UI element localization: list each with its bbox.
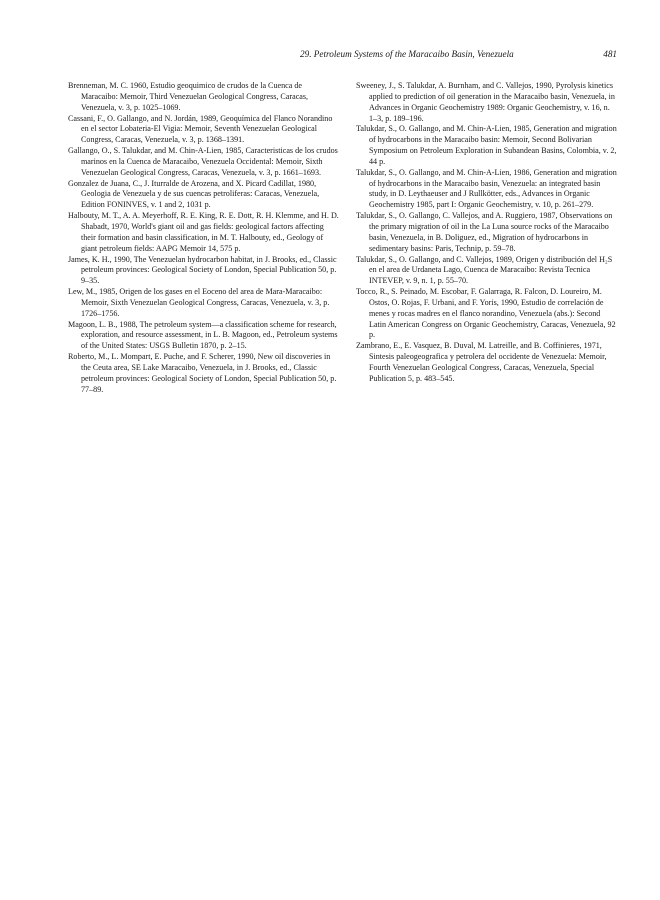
reference-entry: Talukdar, S., O. Gallango, and M. Chin-A-Lien, 1986, Generation and migration of hydrocarbons in the Maracaibo basin, Venezuela: an integrated basin study, in D. Leythaeuser and J Rullkötter, eds., Advances in Organic Geochemistry 1985, part I: Organic Geochemistry, v. 10, p. 261–279. xyxy=(356,167,617,210)
reference-entry: Magoon, L. B., 1988, The petroleum system—a classification scheme for research, exploration, and resource assessment, in L. B. Magoon, ed., Petroleum systems of the United States: USGS Bulletin 1870, p. 2–15. xyxy=(68,319,338,351)
reference-entry: Talukdar, S., O. Gallango, C. Vallejos, and A. Ruggiero, 1987, Observations on the primary migration of oil in the La Luna source rocks of the Maracaibo basin, Venezuela, in B. Doliguez, ed., Migration of hydrocarbons in sedimentary basins: Paris, Technip, p. 59–78. xyxy=(356,211,613,253)
reference-entry: Brenneman, M. C. 1960, Estudio geoquimico de crudos de la Cuenca de Maracaibo: Memoir, Third Venezuelan Geological Congress, Caracas, Venezuela, v. 3, p. 1025–1069. xyxy=(68,81,309,112)
reference-entry: Gonzalez de Juana, C., J. Iturralde de Arozena, and X. Picard Cadillat, 1980, Geologia de Venezuela y de sus cuencas petroliferas: Caracas, Venezuela, Edition FONINVES, v. 1 and 2, 1031 p. xyxy=(68,178,320,210)
running-header xyxy=(300,47,617,61)
reference-entry: Gallango, O., S. Talukdar, and M. Chin-A-Lien, 1985, Caracteristicas de los crudos marinos en la Cuenca de Maracaibo, Venezuela Occidental: Memoir, Sixth Venezuelan Geological Congress, Caracas, Venezuela, v. 3, p. 1661–1693. xyxy=(68,146,338,177)
reference-entry: Roberto, M., L. Mompart, E. Puche, and F. Scherer, 1990, New oil discoveries in the Ceuta area, SE Lake Maracaibo, Venezuela, in J. Brooks, ed., Classic petroleum provinces: Geological Society of London, Special Publication 50, p. 77–89. xyxy=(68,352,337,394)
reference-entry: Cassani, F., O. Gallango, and N. Jordán, 1989, Geoquímica del Flanco Norandino en el sector Lobateria-El Vigia: Memoir, Seventh Venezuelan Geological Congress, Caracas, Venezuela, v. 3, p. 1368–1391. xyxy=(68,113,333,145)
reference-entry: Sweeney, J., S. Talukdar, A. Burnham, and C. Vallejos, 1990, Pyrolysis kinetics applied to prediction of oil generation in the Maracaibo basin, Venezuela, in Advances in Organic Geochemistry 1989: Organic Geochemistry, v. 16, n. 1–3, p. 189–196. xyxy=(356,81,615,123)
reference-entry: Talukdar, S., O. Gallango, and C. Vallejos, 1989, Origen y distribución del H₂S en el area de Urdaneta Lago, Cuenca de Maracaibo: Revista Tecnica INTEVEP, v. 9, n. 1, p. 55–70. xyxy=(356,254,613,286)
page-number: 481 xyxy=(603,49,617,59)
chapter-title: 29. Petroleum Systems of the Maracaibo Basin, Venezuela xyxy=(300,49,514,59)
reference-entry: Tocco, R., S. Peinado, M. Escobar, F. Galarraga, R. Falcon, D. Loureiro, M. Ostos, O. Rojas, F. Urbani, and F. Yoris, 1990, Estudio de correlación de menes y rocas madres en el flanco norandino, Venezuela (abs.): Second Latin American Congress on Organic Geochemistry, Caracas, Venezuela, 92 p. xyxy=(356,287,616,340)
reference-entry: Halbouty, M. T., A. A. Meyerhoff, R. E. King, R. E. Dott, R. H. Klemme, and H. D. Shabadt, 1970, World's giant oil and gas fields: geological factors affecting their formation and basin classification, in M. T. Halbouty, ed., Geology of giant petroleum fields: AAPG Memoir 14, 575 p. xyxy=(68,211,339,253)
references-right-column xyxy=(356,81,618,385)
reference-entry: Talukdar, S., O. Gallango, and M. Chin-A-Lien, 1985, Generation and migration of hydrocarbons in the Maracaibo basin: Memoir, Second Bolivarian Symposium on Petroleum Exploration in Subandean Basins, Colombia, v. 2, 44 p. xyxy=(356,124,617,166)
reference-entry: Lew, M., 1985, Origen de los gases en el Eoceno del area de Mara-Maracaibo: Memoir, Sixth Venezuelan Geological Congress, Caracas, Venezuela, v. 3, p. 1726–1756. xyxy=(68,287,330,318)
reference-entry: Zambrano, E., E. Vasquez, B. Duval, M. Latreille, and B. Coffinieres, 1971, Sintesis paleogeografica y petrolera del occidente de Venezuela: Memoir, Fourth Venezuelan Geological Congress, Caracas, Venezuela, Special Publication 5, p. 483–545. xyxy=(356,341,607,383)
references-left-column xyxy=(68,81,340,395)
reference-entry: James, K. H., 1990, The Venezuelan hydrocarbon habitat, in J. Brooks, ed., Classic petroleum provinces: Geological Society of London, Special Publication 50, p. 9–35. xyxy=(68,254,337,286)
